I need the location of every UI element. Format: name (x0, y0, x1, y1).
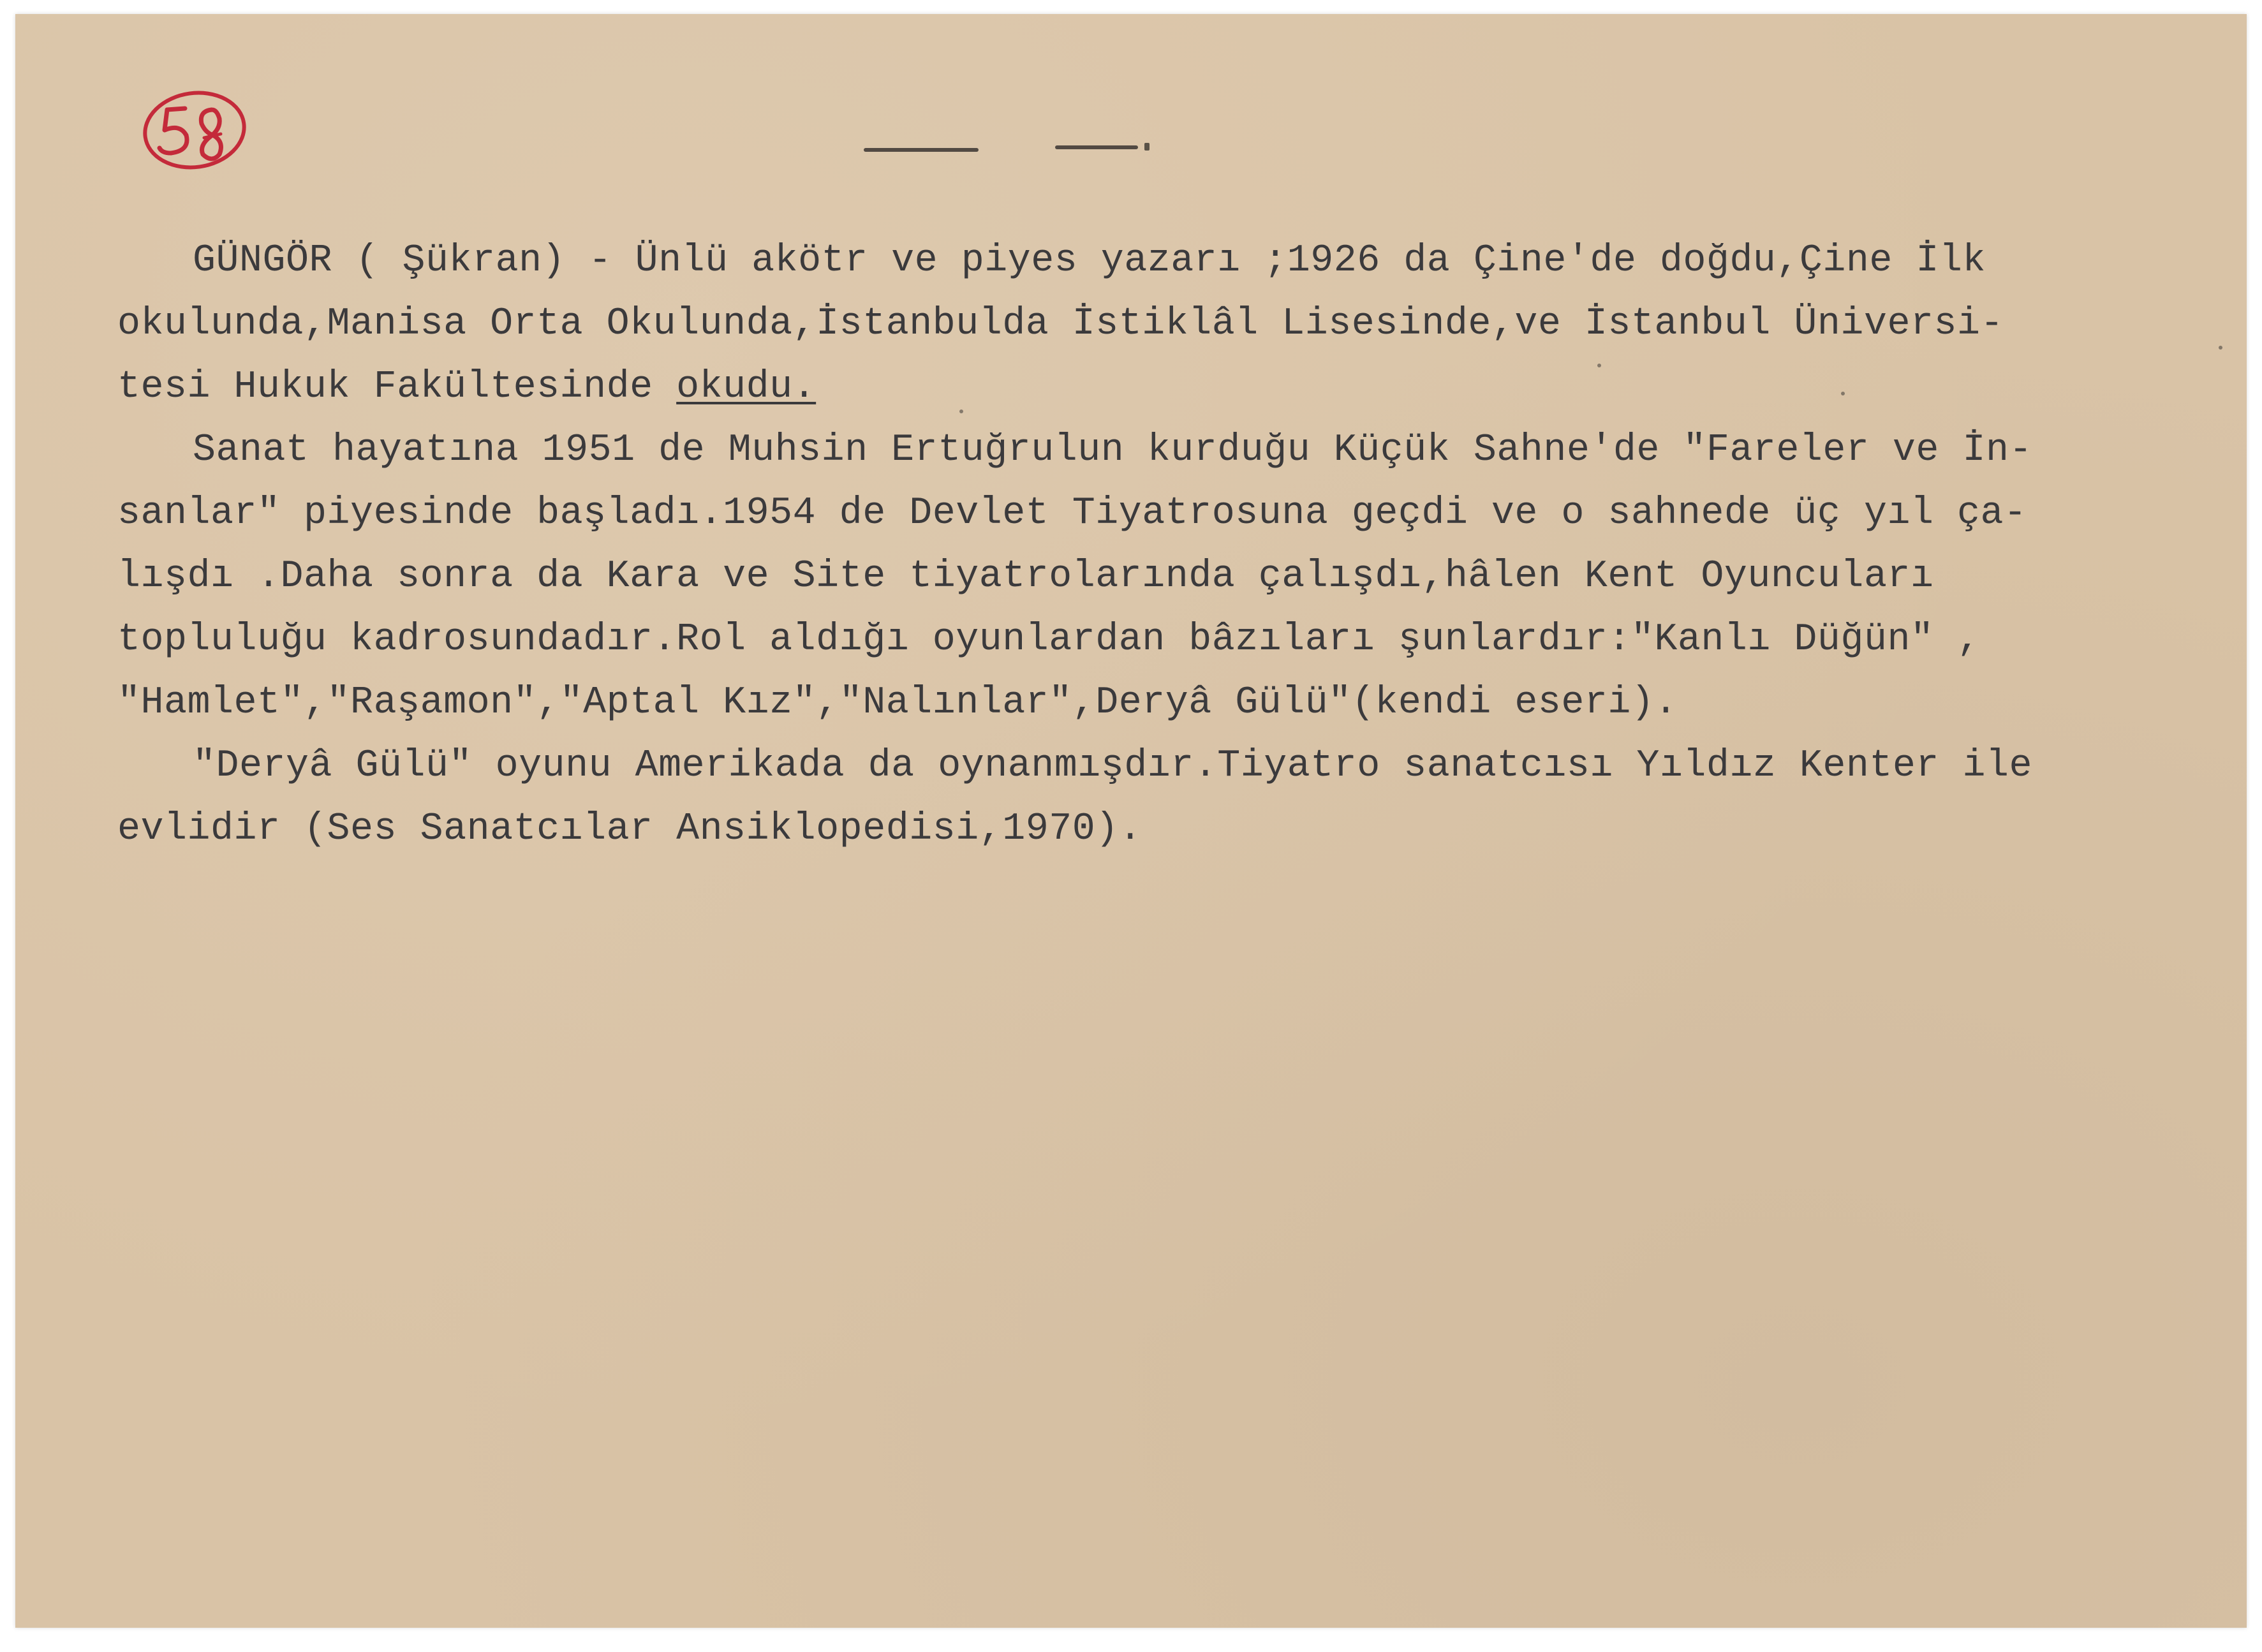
ink-speck (959, 409, 963, 413)
document-card (15, 14, 2247, 1628)
ink-speck (2219, 346, 2222, 350)
separator-dash (1055, 145, 1138, 149)
text-line: Sanat hayatına 1951 de Muhsin Ertuğrulun kurduğu Küçük Sahne'de "Fareler ve İn- (193, 429, 2032, 472)
typed-separator-dashes (845, 135, 1176, 161)
text-line: sanlar" piyesinde başladı.1954 de Devlet Tiyatrosuna geçdi ve o sahnede üç yıl ça- (117, 492, 2027, 535)
text-line (117, 356, 2247, 419)
ink-speck (1841, 392, 1845, 395)
text-line: lışdı .Daha sonra da Kara ve Site tiyatrolarında çalışdı,hâlen Kent Oyuncuları (117, 555, 1934, 598)
text-line: topluluğu kadrosundadır.Rol aldığı oyunlardan bâzıları şunlardır:"Kanlı Düğün" , (117, 618, 1981, 661)
separator-dash (864, 148, 979, 152)
circled-number-icon (140, 84, 249, 173)
handwritten-page-number (140, 84, 249, 173)
text-fragment: tesi Hukuk Fakültesinde (117, 365, 677, 409)
typed-text-body (117, 230, 2247, 861)
text-line: "Hamlet","Raşamon","Aptal Kız","Nalınlar",Deryâ Gülü"(kendi eseri). (117, 681, 1678, 725)
separator-tick (1144, 143, 1149, 151)
text-line: okulunda,Manisa Orta Okulunda,İstanbulda İstiklâl Lisesinde,ve İstanbul Üniversi- (117, 302, 2004, 346)
underlined-word: okudu. (676, 365, 817, 409)
text-line: evlidir (Ses Sanatcılar Ansiklopedisi,1970). (117, 808, 1142, 851)
text-line: "Deryâ Gülü" oyunu Amerikada da oynanmışdır.Tiyatro sanatcısı Yıldız Kenter ile (193, 744, 2032, 788)
ink-speck (1597, 364, 1601, 367)
text-line: GÜNGÖR ( Şükran) - Ünlü akötr ve piyes yazarı ;1926 da Çine'de doğdu,Çine İlk (193, 239, 1986, 283)
